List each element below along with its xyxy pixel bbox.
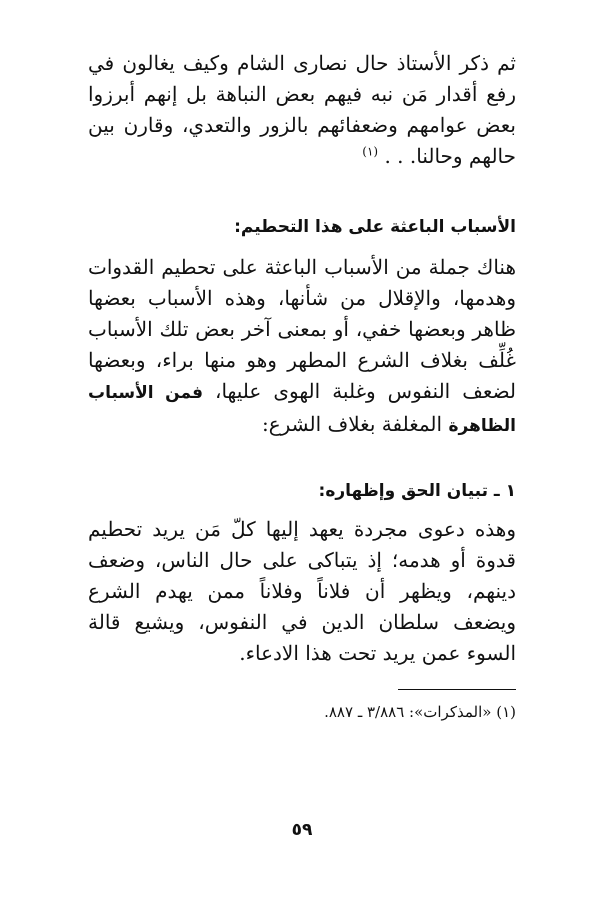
causes-paragraph-rest: المغلفة بغلاف الشرع: xyxy=(261,412,443,436)
causes-paragraph xyxy=(88,252,516,442)
page-body xyxy=(88,48,516,724)
causes-paragraph-text: هناك جملة من الأسباب الباعثة على تحطيم القدوات وهدمها، والإقلال من شأنها، وهذه الأسباب بعضها ظاهر وبعضها خفي، أو بمعنى آخر بعض تلك الأسباب غُلِّف بغلاف الشرع المطهر وهو منها براء، وبعضها لضعف النفوس وغلبة الهوى عليها، xyxy=(88,255,517,403)
claim-paragraph-text: وهذه دعوى مجردة يعهد إليها كلّ مَن يريد تحطيم قدوة أو هدمه؛ إذ يتباكى على حال الناس، وضعف دينهم، ويظهر أن فلاناً وفلاناً ممن يهدم الشرع ويضعف سلطان الدين في النفوس، ويشيع قالة السوء عمن يريد تحت هذا الادعاء. xyxy=(88,517,516,665)
footnote-reference: (١) xyxy=(362,144,379,159)
footnote-text: «المذكرات»: ٣/٨٨٦ ـ ٨٨٧. xyxy=(324,703,492,721)
intro-paragraph xyxy=(88,48,516,172)
intro-paragraph-text: ثم ذكر الأستاذ حال نصارى الشام وكيف يغالون في رفع أقدار مَن نبه فيهم بعض النباهة بل إنهم أبرزوا بعض عوامهم وضعفائهم بالزور والتعدي، وقارن بين حالهم وحالنا. . . xyxy=(88,51,516,168)
section-heading: الأسباب الباعثة على هذا التحطيم: xyxy=(234,217,516,237)
footnote-divider xyxy=(398,689,516,690)
causes-bold-phrase: فمن الأسباب الظاهرة xyxy=(88,383,516,436)
page-number: ٥٩ xyxy=(291,820,313,840)
footnote xyxy=(88,700,516,724)
subsection-heading: ١ ـ تبيان الحق وإظهاره: xyxy=(318,481,516,501)
claim-paragraph xyxy=(88,514,516,669)
footnote-number: (١) xyxy=(496,703,516,721)
